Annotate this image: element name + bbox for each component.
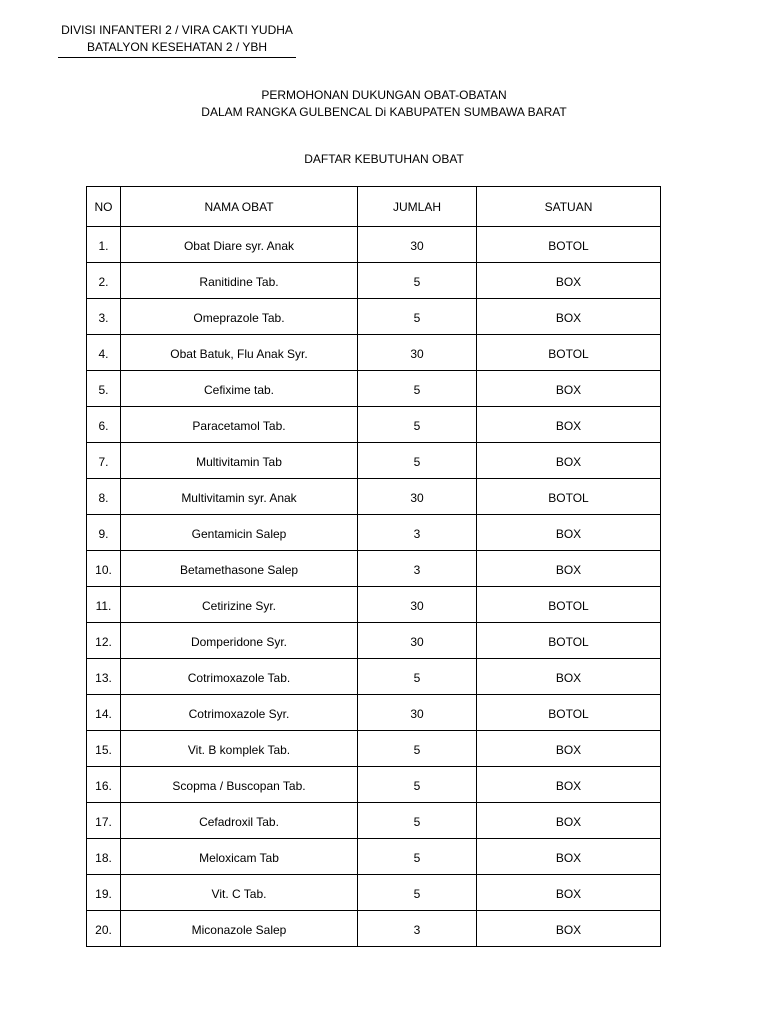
header-no: NO (87, 187, 121, 227)
cell-medicine-name: Obat Diare syr. Anak (121, 227, 358, 263)
cell-no: 2. (87, 263, 121, 299)
letterhead (58, 22, 296, 58)
table-row (87, 839, 661, 875)
cell-unit: BOX (477, 263, 661, 299)
cell-quantity: 5 (358, 803, 477, 839)
cell-no: 15. (87, 731, 121, 767)
cell-no: 1. (87, 227, 121, 263)
table-row (87, 479, 661, 515)
cell-unit: BOX (477, 911, 661, 947)
medicine-table (86, 186, 661, 947)
letterhead-division: DIVISI INFANTERI 2 / VIRA CAKTI YUDHA (61, 23, 293, 37)
cell-no: 6. (87, 407, 121, 443)
cell-medicine-name: Miconazole Salep (121, 911, 358, 947)
table-row (87, 623, 661, 659)
cell-quantity: 3 (358, 551, 477, 587)
cell-quantity: 30 (358, 695, 477, 731)
table-row (87, 299, 661, 335)
table-row (87, 227, 661, 263)
cell-medicine-name: Omeprazole Tab. (121, 299, 358, 335)
cell-no: 9. (87, 515, 121, 551)
cell-quantity: 5 (358, 875, 477, 911)
cell-unit: BOX (477, 515, 661, 551)
cell-no: 3. (87, 299, 121, 335)
list-title: DAFTAR KEBUTUHAN OBAT (304, 152, 464, 166)
cell-unit: BOTOL (477, 335, 661, 371)
table-row (87, 515, 661, 551)
cell-medicine-name: Ranitidine Tab. (121, 263, 358, 299)
cell-unit: BOX (477, 551, 661, 587)
cell-no: 16. (87, 767, 121, 803)
cell-unit: BOX (477, 767, 661, 803)
cell-medicine-name: Vit. C Tab. (121, 875, 358, 911)
cell-unit: BOTOL (477, 695, 661, 731)
cell-no: 11. (87, 587, 121, 623)
cell-no: 14. (87, 695, 121, 731)
cell-no: 5. (87, 371, 121, 407)
table-row (87, 587, 661, 623)
cell-quantity: 5 (358, 299, 477, 335)
cell-medicine-name: Cotrimoxazole Tab. (121, 659, 358, 695)
cell-unit: BOX (477, 875, 661, 911)
cell-no: 8. (87, 479, 121, 515)
cell-no: 19. (87, 875, 121, 911)
cell-unit: BOTOL (477, 623, 661, 659)
table-body (87, 227, 661, 947)
cell-quantity: 5 (358, 443, 477, 479)
cell-medicine-name: Scopma / Buscopan Tab. (121, 767, 358, 803)
cell-unit: BOTOL (477, 227, 661, 263)
cell-quantity: 30 (358, 587, 477, 623)
cell-medicine-name: Cefixime tab. (121, 371, 358, 407)
cell-quantity: 5 (358, 767, 477, 803)
table-row (87, 911, 661, 947)
cell-unit: BOX (477, 659, 661, 695)
cell-unit: BOX (477, 803, 661, 839)
cell-medicine-name: Meloxicam Tab (121, 839, 358, 875)
table-row (87, 407, 661, 443)
cell-no: 12. (87, 623, 121, 659)
cell-medicine-name: Multivitamin Tab (121, 443, 358, 479)
cell-quantity: 5 (358, 839, 477, 875)
cell-quantity: 5 (358, 731, 477, 767)
cell-unit: BOX (477, 839, 661, 875)
cell-medicine-name: Gentamicin Salep (121, 515, 358, 551)
cell-no: 4. (87, 335, 121, 371)
header-name: NAMA OBAT (121, 187, 358, 227)
cell-medicine-name: Betamethasone Salep (121, 551, 358, 587)
cell-no: 7. (87, 443, 121, 479)
table-row (87, 695, 661, 731)
title-line-1: PERMOHONAN DUKUNGAN OBAT-OBATAN (261, 88, 507, 102)
cell-medicine-name: Multivitamin syr. Anak (121, 479, 358, 515)
cell-quantity: 5 (358, 263, 477, 299)
cell-quantity: 30 (358, 623, 477, 659)
cell-unit: BOX (477, 443, 661, 479)
cell-quantity: 5 (358, 407, 477, 443)
cell-medicine-name: Cotrimoxazole Syr. (121, 695, 358, 731)
table-row (87, 263, 661, 299)
cell-quantity: 3 (358, 515, 477, 551)
cell-no: 18. (87, 839, 121, 875)
cell-no: 10. (87, 551, 121, 587)
table-row (87, 731, 661, 767)
table-row (87, 875, 661, 911)
table-row (87, 335, 661, 371)
cell-no: 13. (87, 659, 121, 695)
header-qty: JUMLAH (358, 187, 477, 227)
table-row (87, 803, 661, 839)
cell-quantity: 30 (358, 335, 477, 371)
table-row (87, 551, 661, 587)
table-row (87, 659, 661, 695)
cell-quantity: 3 (358, 911, 477, 947)
document-title (0, 87, 768, 121)
title-line-2: DALAM RANGKA GULBENCAL Di KABUPATEN SUMBAWA BARAT (201, 105, 567, 119)
table-row (87, 371, 661, 407)
cell-unit: BOX (477, 731, 661, 767)
cell-medicine-name: Cefadroxil Tab. (121, 803, 358, 839)
cell-medicine-name: Obat Batuk, Flu Anak Syr. (121, 335, 358, 371)
cell-medicine-name: Vit. B komplek Tab. (121, 731, 358, 767)
cell-quantity: 30 (358, 227, 477, 263)
header-unit: SATUAN (477, 187, 661, 227)
cell-quantity: 5 (358, 371, 477, 407)
letterhead-battalion: BATALYON KESEHATAN 2 / YBH (58, 39, 296, 58)
cell-unit: BOX (477, 371, 661, 407)
cell-unit: BOTOL (477, 479, 661, 515)
cell-unit: BOTOL (477, 587, 661, 623)
cell-quantity: 30 (358, 479, 477, 515)
cell-quantity: 5 (358, 659, 477, 695)
cell-no: 20. (87, 911, 121, 947)
cell-unit: BOX (477, 407, 661, 443)
cell-medicine-name: Domperidone Syr. (121, 623, 358, 659)
cell-no: 17. (87, 803, 121, 839)
cell-medicine-name: Paracetamol Tab. (121, 407, 358, 443)
table-row (87, 767, 661, 803)
table-header-row (87, 187, 661, 227)
cell-unit: BOX (477, 299, 661, 335)
table-row (87, 443, 661, 479)
cell-medicine-name: Cetirizine Syr. (121, 587, 358, 623)
